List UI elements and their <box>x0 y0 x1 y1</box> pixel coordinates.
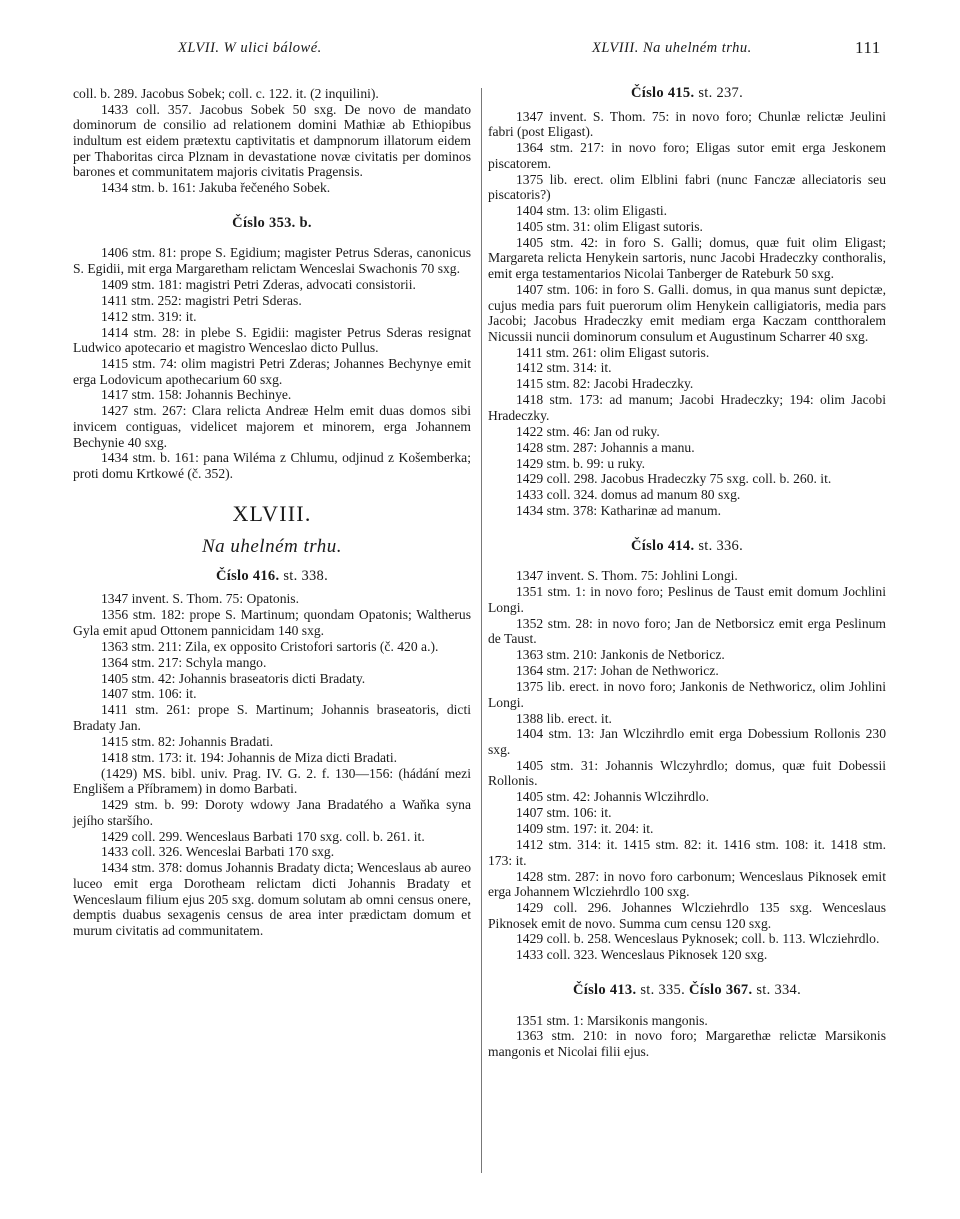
section-number: Číslo 415. <box>630 85 695 101</box>
paragraph: 1433 coll. 326. Wenceslai Barbati 170 sxg. <box>101 844 335 860</box>
running-header-left: XLVII. W ulici bálowé. <box>178 40 322 56</box>
paragraph: 1434 stm. b. 161: pana Wiléma z Chlumu, odjinud z Košemberka; proti domu Krtkowé (č. 352). <box>73 450 471 482</box>
paragraph: 1363 stm. 210: in novo foro; Margarethæ relictæ Marsikonis mangonis et Nicolai filii ejus. <box>488 1028 886 1060</box>
paragraph: 1363 stm. 211: Zila, ex opposito Cristofori sartoris (č. 420 a.). <box>101 638 439 654</box>
paragraph: (1429) MS. bibl. univ. Prag. IV. G. 2. f. 130—156: (hádání mezi Englišem a Příbramem) in domo Barbati. <box>73 765 471 797</box>
paragraph: 1434 stm. 378: domus Johannis Bradaty dicta; Wenceslaus ab aureo luceo emit erga Dorotheam relictam dicti Johannis Bradaty et Wenceslaum filium ejus 205 sxg. domum solutam ab omni census onere, demptis duabus sexagenis census de area inter prædictam domum et murum civitatis ad communitatem. <box>73 860 471 938</box>
paragraph: 1433 coll. 323. Wenceslaus Piknosek 120 sxg. <box>516 947 768 963</box>
paragraph: 1429 coll. 296. Johannes Wlcziehrdlo 135 sxg. Wenceslaus Piknosek emit de novo. Summa cum censu 120 sxg. <box>488 900 886 931</box>
paragraph: 1418 stm. 173: it. 194: Johannis de Miza dicti Bradati. <box>101 749 398 765</box>
paragraph: 1405 stm. 42: Johannis Wlczihrdlo. <box>516 789 710 805</box>
paragraph: 1347 invent. S. Thom. 75: Opatonis. <box>101 591 299 607</box>
paragraph: 1356 stm. 182: prope S. Martinum; quondam Opatonis; Waltherus Gyla emit apud Ottonem pannicidam 140 sxg. <box>73 607 471 638</box>
section-number: Číslo 413. <box>572 981 637 998</box>
paragraph: 1434 stm. b. 161: Jakuba řečeného Sobek. <box>101 180 331 196</box>
paragraph: 1414 stm. 28: in plebe S. Egidii: magister Petrus Sderas resignat Ludwico apotecario et magistro Wenceslao dicto Pullus. <box>73 324 471 356</box>
paragraph: 1418 stm. 173: ad manum; Jacobi Hradeczky; 194: olim Jacobi Hradeczky. <box>488 392 886 423</box>
paragraph: 1415 stm. 74: olim magistri Petri Zderas; Johannes Bechynye emit erga Lodovicum apothecarium 60 sxg. <box>73 355 471 387</box>
paragraph: 1411 stm. 261: olim Eligast sutoris. <box>516 344 710 360</box>
paragraph: 1407 stm. 106: it. <box>516 805 612 821</box>
paragraph: 1409 stm. 197: it. 204: it. <box>516 821 654 837</box>
section-st: st. 335. <box>640 981 686 998</box>
paragraph: 1429 stm. b. 99: u ruky. <box>516 455 646 471</box>
paragraph: 1388 lib. erect. it. <box>516 710 612 726</box>
paragraph: 1405 stm. 42: in foro S. Galli; domus, quæ fuit olim Eligast; Margareta relicta Henykein sartoris, nunc Jacobi Hradeczky conthoralis, emit erga testamentarios Nicolai Tanberger de Rateburk 50 sxg. <box>488 234 886 282</box>
paragraph: 1412 stm. 314: it. <box>516 360 612 376</box>
chapter-number: XLVIII. <box>232 500 312 526</box>
paragraph: 1409 stm. 181: magistri Petri Zderas, advocati consistorii. <box>101 276 416 292</box>
paragraph: 1347 invent. S. Thom. 75: Johlini Longi. <box>516 568 738 584</box>
right-column <box>488 86 886 1060</box>
paragraph: 1352 stm. 28: in novo foro; Jan de Netborsicz emit erga Peslinum de Taust. <box>488 615 886 647</box>
section-st: st. 336. <box>698 537 744 554</box>
chapter-title: Na uhelném trhu. <box>201 536 343 558</box>
paragraph: 1412 stm. 319: it. <box>101 308 197 324</box>
paragraph: 1375 lib. erect. in novo foro; Jankonis de Nethworicz, olim Johlini Longi. <box>488 679 886 710</box>
section-number: Číslo 367. <box>688 981 753 998</box>
section-heading-353: Číslo 353. b. <box>232 214 312 231</box>
paragraph: 1434 stm. 378: Katharinæ ad manum. <box>516 503 722 519</box>
paragraph: 1429 coll. b. 258. Wenceslaus Pyknosek; coll. b. 113. Wlcziehrdlo. <box>516 931 880 947</box>
paragraph: 1415 stm. 82: Jacobi Hradeczky. <box>516 376 694 392</box>
section-heading-413-367 <box>488 983 886 999</box>
paragraph: 1364 stm. 217: in novo foro; Eligas sutor emit erga Jeskonem piscatorem. <box>488 140 886 171</box>
left-column <box>73 86 471 939</box>
paragraph: 1411 stm. 252: magistri Petri Sderas. <box>101 292 302 308</box>
paragraph: 1411 stm. 261: prope S. Martinum; Johannis braseatoris, dicti Bradaty Jan. <box>73 702 471 733</box>
paragraph: 1407 stm. 106: in foro S. Galli. domus, in qua manus sunt depictæ, cujus media pars fuit puerorum olim Henykein calligiatoris, media pars Jacobi; Jacobus Hradeczky emit mediam erga Kaczam contthoralem Nicussii nuncii dominorum consulum et Augustinum Scharrer 40 sxg. <box>488 281 886 344</box>
paragraph: 1364 stm. 217: Schyla mango. <box>101 654 267 670</box>
page-number: 111 <box>855 38 881 57</box>
paragraph: 1406 stm. 81: prope S. Egidium; magister Petrus Sderas, canonicus S. Egidii, mit erga Margaretham relictam Wenceslai Swachonis 70 sxg. <box>73 245 471 276</box>
paragraph: coll. b. 289. Jacobus Sobek; coll. c. 122. it. (2 inquilini). <box>73 86 379 101</box>
section-heading-415 <box>488 86 886 102</box>
section-number: Číslo 416. <box>215 567 280 584</box>
paragraph: 1429 coll. 299. Wenceslaus Barbati 170 sxg. coll. b. 261. it. <box>101 828 425 844</box>
paragraph: 1347 invent. S. Thom. 75: in novo foro; Chunlæ relictæ Jeulini fabri (post Eligast). <box>488 108 886 140</box>
paragraph: 1405 stm. 31: olim Eligast sutoris. <box>516 218 703 234</box>
section-heading-416 <box>73 569 471 585</box>
section-st: st. 237. <box>698 85 744 101</box>
paragraph: 1405 stm. 42: Johannis braseatoris dicti Bradaty. <box>101 670 366 686</box>
paragraph: 1375 lib. erect. olim Elblini fabri (nunc Fanczæ alleciatoris seu piscatoris?) <box>488 171 886 203</box>
running-header <box>0 40 960 62</box>
paragraph: 1427 stm. 267: Clara relicta Andreæ Helm emit duas domos sibi invicem contiguas, videlicet majorem et minorem, erga Johannem Bechynie 40 sxg. <box>73 403 471 450</box>
section-st: st. 338. <box>283 567 329 584</box>
paragraph: 1364 stm. 217: Johan de Nethworicz. <box>516 663 719 679</box>
paragraph: 1404 stm. 13: Jan Wlczihrdlo emit erga Dobessium Rollonis 230 sxg. <box>488 726 886 757</box>
section-st: st. 334. <box>756 981 802 998</box>
running-header-right: XLVIII. Na uhelném trhu. <box>592 40 752 56</box>
paragraph: 1407 stm. 106: it. <box>101 686 197 702</box>
paragraph: 1363 stm. 210: Jankonis de Netboricz. <box>516 647 725 663</box>
paragraph: 1422 stm. 46: Jan od ruky. <box>516 423 660 439</box>
paragraph: 1429 coll. 298. Jacobus Hradeczky 75 sxg. coll. b. 260. it. <box>516 471 832 487</box>
paragraph: 1405 stm. 31: Johannis Wlczyhrdlo; domus, quæ fuit Dobessii Rollonis. <box>488 757 886 789</box>
paragraph: 1412 stm. 314: it. 1415 stm. 82: it. 1416 stm. 108: it. 1418 stm. 173: it. <box>488 837 886 868</box>
column-divider <box>481 88 482 1173</box>
section-heading-414 <box>488 539 886 555</box>
paragraph: 1433 coll. 324. domus ad manum 80 sxg. <box>516 487 741 503</box>
paragraph: 1404 stm. 13: olim Eligasti. <box>516 203 668 219</box>
paragraph: 1415 stm. 82: Johannis Bradati. <box>101 733 274 749</box>
paragraph: 1351 stm. 1: Marsikonis mangonis. <box>516 1012 708 1028</box>
paragraph: 1417 stm. 158: Johannis Bechinye. <box>101 387 292 403</box>
paragraph: 1428 stm. 287: in novo foro carbonum; Wenceslaus Piknosek emit erga Johannem Wlcziehrdlo 100 sxg. <box>488 868 886 900</box>
paragraph: 1351 stm. 1: in novo foro; Peslinus de Taust emit domum Jochlini Longi. <box>488 584 886 615</box>
section-number: Číslo 414. <box>630 537 695 554</box>
paragraph: 1428 stm. 287: Johannis a manu. <box>516 439 695 455</box>
paragraph: 1429 stm. b. 99: Doroty wdowy Jana Bradatého a Waňka syna jejího staršího. <box>73 797 471 828</box>
paragraph: 1433 coll. 357. Jacobus Sobek 50 sxg. De novo de mandato dominorum de consilio ad relationem domini Mathiæ ab Ethiopibus indultum est eidem prætextu captivitatis et dampnorum illatorum eidem per Thaboritas circa Plznam in devastatione novæ civitatis per dominos barones et communitatem majoris civitatis Pragensis. <box>73 101 471 180</box>
